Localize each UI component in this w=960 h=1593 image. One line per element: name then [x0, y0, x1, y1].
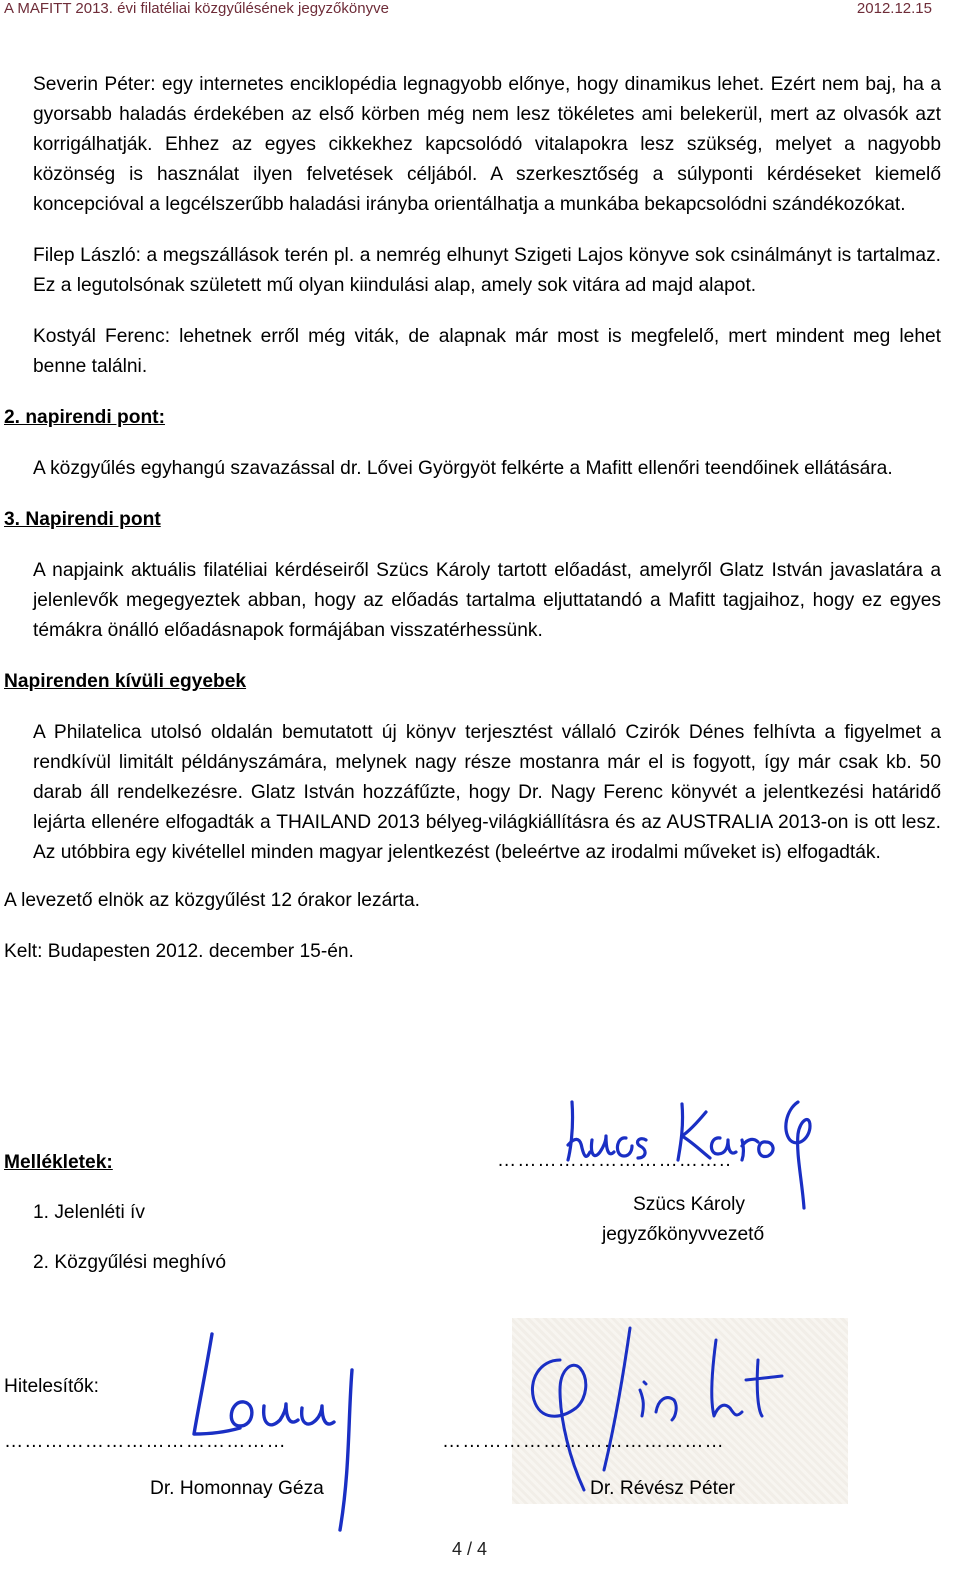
authenticator-2-signature-line: ……………………………………	[442, 1431, 725, 1452]
recorder-role: jegyzőkönyvvezető	[602, 1224, 765, 1245]
authenticators-label: Hitelesítők:	[4, 1376, 99, 1397]
page-header	[0, 0, 960, 34]
dated-location: Kelt: Budapesten 2012. december 15-én.	[4, 941, 354, 962]
recorder-signature-line: ……………………………..	[497, 1150, 732, 1171]
paragraph-agenda-3: A napjaink aktuális filatéliai kérdéseiről Szücs Károly tartott előadást, amelyről Glatz István javaslatára a jelenlevők megegyeztek abban, hogy az előadás tartalma eljuttatandó a Mafitt tagjaihoz, hogy ez egyes témákra önálló előadásnapok formájában visszatérhessünk.	[33, 560, 941, 641]
recorder-name: Szücs Károly	[633, 1194, 745, 1215]
page-number: 4 / 4	[452, 1539, 488, 1559]
header-title: A MAFITT 2013. évi filatéliai közgyűlésének jegyzőkönyve	[4, 0, 389, 17]
authenticator-1-signature	[180, 1330, 380, 1540]
authenticator-2-name: Dr. Révész Péter	[590, 1478, 736, 1499]
heading-agenda-3: 3. Napirendi pont	[4, 509, 161, 530]
header-date: 2012.12.15	[856, 0, 932, 17]
attachments-heading: Mellékletek:	[4, 1152, 113, 1173]
authenticator-1-name: Dr. Homonnay Géza	[150, 1478, 324, 1499]
closing-statement: A levezető elnök az közgyűlést 12 órakor lezárta.	[4, 890, 420, 911]
paragraph-filep: Filep László: a megszállások terén pl. a nemrég elhunyt Szigeti Lajos könyve sok csinálmányt is tartalmaz. Ez a legutolsónak született mű olyan kiindulási alap, amely sok vitára ad majd alapot.	[33, 245, 941, 296]
attachment-item-2: 2. Közgyűlési meghívó	[33, 1252, 227, 1273]
paragraph-agenda-2: A közgyűlés egyhangú szavazással dr. Lővei Györgyöt felkérte a Mafitt ellenőri teendőinek ellátására.	[33, 458, 893, 479]
paragraph-other-items: A Philatelica utolsó oldalán bemutatott új könyv terjesztést vállaló Czirók Dénes felhívta a figyelmet a rendkívül limitált példányszámára, melynek nagy része mostanra már el is fogyott, így már csak kb. 50 darab áll rendelkezésre. Glatz István hozzáfűzte, hogy Dr. Nagy Ferenc könyvét a jelentkezési határidő lejárta ellenére elfogadták a THAILAND 2013 bélyeg-világkiállításra és az AUSTRALIA 2013-on is ott lesz. Az utóbbira egy kivétellel minden magyar jelentkezést (beleértve az irodalmi műveket is) elfogadták.	[33, 722, 941, 863]
paragraph-kostyal: Kostyál Ferenc: lehetnek erről még viták, de alapnak már most is megfelelő, mert mindent meg lehet benne találni.	[33, 326, 941, 377]
authenticator-1-signature-line: ……………………………………	[4, 1431, 287, 1452]
attachment-item-1: 1. Jelenléti ív	[33, 1202, 145, 1223]
heading-agenda-2: 2. napirendi pont:	[4, 407, 165, 428]
paragraph-severin: Severin Péter: egy internetes enciklopédia legnagyobb előnye, hogy dinamikus lehet. Ezért nem baj, ha a gyorsabb haladás érdekében az első körben még nem lesz tökéletes ami belekerül, mert az olvasók azt korrigálhatják. Ehhez az egyes cikkekhez kapcsolódó vitalapokra lesz szükség, melyet a nagyobb közönség is használat ilyen felvetések céljából. A szerkesztőség a súlyponti kérdéseket kiemelő koncepcióval a legcélszerűbb haladási irányba orientálhatja a munkába bekapcsolódni szándékozókat.	[33, 74, 941, 215]
document-body	[4, 70, 941, 967]
heading-other-items: Napirenden kívüli egyebek	[4, 671, 247, 692]
